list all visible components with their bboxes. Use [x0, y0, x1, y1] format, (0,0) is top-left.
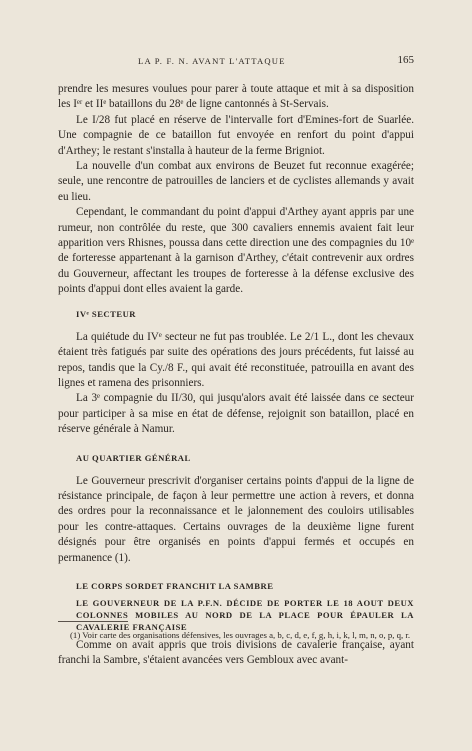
paragraph-8: Comme on avait appris que trois divisions de cavalerie française, ayant franchi la Sambre, s'étaient avancées vers Gembloux avec avant- — [58, 638, 414, 667]
running-title: LA P. F. N. AVANT L'ATTAQUE — [138, 56, 286, 66]
main-text — [58, 82, 414, 669]
paragraph-7: Le Gouverneur prescrivit d'organiser certains points d'appui de la ligne de résistance principale, de façon à leur permettre une action à revers, et donna des ordres pour la reconnaissance et le jalonnement des couloirs utilisables pour les contre-attaques. Certains ouvrages de la deuxième ligne furent désignés pour être organisés en points d'appui fermés et occupés en permanence (1). — [58, 474, 414, 564]
section-heading-gouverneur: LE GOUVERNEUR DE LA P.F.N. DÉCIDE DE PORTER LE 18 AOUT DEUX COLONNES MOBILES AU NORD DE LA PLACE POUR ÉPAULER LA CAVALERIE FRANÇAISE — [76, 597, 414, 632]
page-header — [58, 54, 414, 70]
footnote-divider — [58, 621, 128, 622]
page-number: 165 — [397, 54, 414, 66]
paragraph-6: La 3ᵉ compagnie du II/30, qui jusqu'alors avait été laissée dans ce secteur pour participer à sa mise en état de défense, rejoignit son bataillon, placé en réserve générale à Namur. — [58, 392, 414, 436]
footnote: (1) Voir carte des organisations défensives, les ouvrages a, b, c, d, e, f, g, h, i, k, l, m, n, o, p, q, r. — [70, 630, 411, 640]
section-heading-quartier-general: AU QUARTIER GÉNÉRAL — [76, 452, 191, 463]
paragraph-1: prendre les mesures voulues pour parer à toute attaque et mit à sa disposition les Iᵉʳ et IIᵉ bataillons du 28ᵉ de ligne cantonnés à St-Servais. — [58, 83, 414, 111]
paragraph-5: La quiétude du IVᵉ secteur ne fut pas troublée. Le 2/1 L., dont les chevaux étaient très fatigués par suite des opérations des jours précédents, fut laissé au repos, tandis que la Cy./8 F., qui avait été reconstituée, patrouilla en avant des lignes et ramena des prisonniers. — [58, 330, 414, 389]
paragraph-2: Le I/28 fut placé en réserve de l'intervalle fort d'Emines-fort de Suarlée. Une compagnie de ce bataillon fut envoyée en renfort du point d'appui d'Arthey; le restant s'installa à hauteur de la ferme Brigniot. — [58, 113, 414, 157]
section-heading-secteur-iv: IVᵉ SECTEUR — [76, 308, 137, 319]
section-heading-corps-sordet: LE CORPS SORDET FRANCHIT LA SAMBRE — [76, 580, 274, 591]
paragraph-4: Cependant, le commandant du point d'appui d'Arthey ayant appris par une rumeur, non contrôlée du reste, que 300 cavaliers ennemis avaient fait leur apparition vers Rhisnes, poussa dans cette direction une des compagnies du 10ᵉ de forteresse appartenant à la garnison d'Arthey, c'était contrevenir aux ordres du Gouverneur, affectant les troupes de forteresse à la défense exclusive des points d'appui dont elles avaient la garde. — [58, 206, 414, 296]
paragraph-3: La nouvelle d'un combat aux environs de Beuzet fut reconnue exagérée; seule, une rencontre de patrouilles de lanciers et de cyclistes allemands y avait eu lieu. — [58, 160, 414, 203]
